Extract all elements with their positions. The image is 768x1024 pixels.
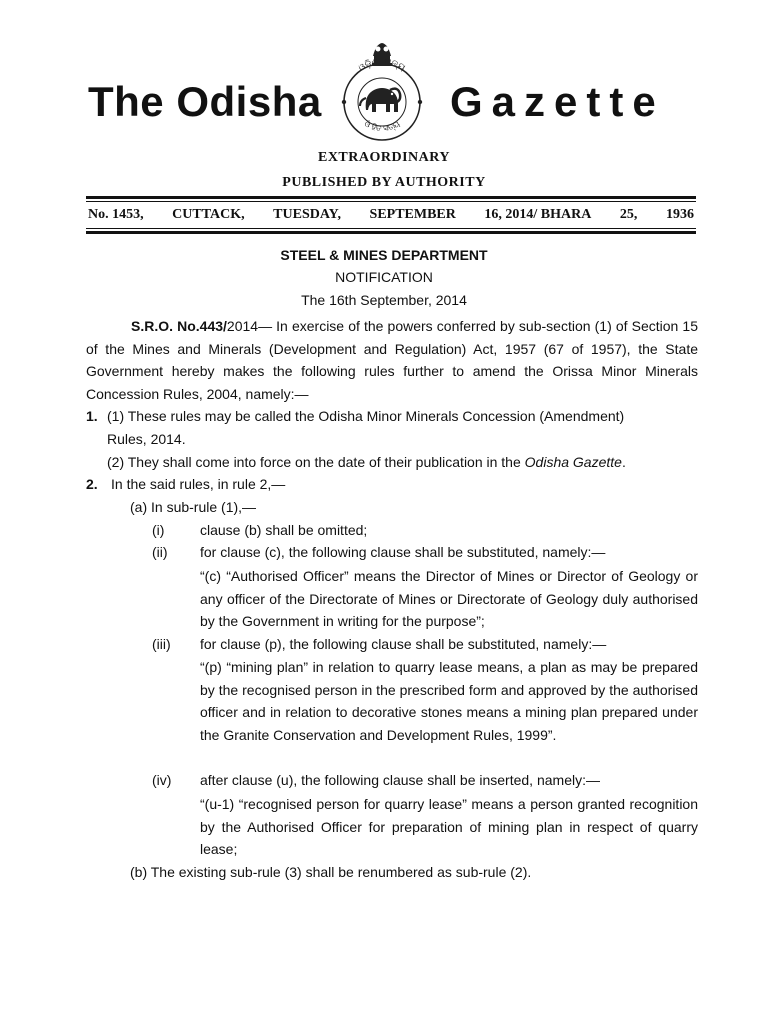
header-rule bbox=[86, 201, 696, 202]
issue-month: SEPTEMBER bbox=[369, 207, 456, 222]
item-ii-quote: “(c) “Authorised Officer” means the Director of Mines or Director of Geology or any officer of the Directorate of Mines or Directorate of Geology duly authorised by the Government in writing for the purpose”; bbox=[200, 568, 698, 629]
masthead-title-left: The Odisha bbox=[88, 78, 322, 125]
item-i-number: (i) bbox=[152, 522, 165, 538]
item-iii-text: for clause (p), the following clause shall be substituted, namely:— bbox=[200, 636, 607, 652]
sro-text: 2014— In exercise of the powers conferred by sub-section (1) of Section 15 of the Mines and Minerals (Development and Regulation) Act, 1957 (67 of 1957), the State Government hereby makes the following rules further to amend the Orissa Minor Minerals Concession Rules, 2004, namely:— bbox=[86, 318, 698, 402]
svg-text:ଓଁ ହିତ ସତ୍ୟ bbox=[363, 118, 402, 133]
issue-saka-year: 1936 bbox=[665, 207, 694, 222]
elephant-figure-icon bbox=[360, 88, 400, 112]
rule-2-number: 2. bbox=[86, 476, 98, 492]
rule-1-number: 1. bbox=[86, 408, 98, 424]
item-i-text: clause (b) shall be omitted; bbox=[200, 522, 368, 538]
rule-1-sub1-line2: Rules, 2014. bbox=[107, 431, 186, 447]
sro-number: S.R.O. No.443/ bbox=[131, 318, 227, 334]
item-iv-quote: “(u-1) “recognised person for quarry lease” means a person granted recognition by the Authorised Officer for preparation of mining plan in respect of quarry lease; bbox=[200, 796, 698, 857]
masthead bbox=[0, 40, 768, 155]
rule-1-sub2-end: . bbox=[621, 454, 626, 470]
department-heading: STEEL & MINES DEPARTMENT bbox=[280, 247, 488, 263]
clause-a: (a) In sub-rule (1),— bbox=[130, 499, 257, 515]
notification-date: The 16th September, 2014 bbox=[301, 292, 467, 308]
svg-text:ଓଡ଼ିଶା ରାଜ୍ୟ bbox=[357, 57, 407, 74]
item-ii-text: for clause (c), the following clause shall be substituted, namely:— bbox=[200, 544, 606, 560]
odisha-emblem-icon bbox=[326, 40, 438, 152]
header-rule bbox=[86, 228, 696, 229]
item-ii-number: (ii) bbox=[152, 544, 168, 560]
emblem-bottom-text: ଓଁ ହିତ ସତ୍ୟ bbox=[362, 119, 402, 133]
notification-heading: NOTIFICATION bbox=[335, 269, 433, 285]
issue-day: TUESDAY, bbox=[273, 207, 341, 222]
rule-1-sub2-text: (2) They shall come into force on the date of their publication in the bbox=[107, 454, 525, 470]
issue-saka-day: 25, bbox=[619, 207, 638, 222]
header-rule bbox=[86, 196, 696, 199]
item-iv-number: (iv) bbox=[152, 772, 172, 788]
emblem-top-text: ଓଡ଼ିଶା ରାଜ୍ୟ bbox=[357, 56, 407, 74]
rule-1-sub2 bbox=[107, 451, 699, 474]
extraordinary-label: EXTRAORDINARY bbox=[317, 150, 450, 165]
header-rule bbox=[86, 231, 696, 234]
clause-b: (b) The existing sub-rule (3) shall be renumbered as sub-rule (2). bbox=[130, 864, 532, 880]
rule-1-sub1-line1: (1) These rules may be called the Odisha Minor Minerals Concession (Amendment) bbox=[107, 408, 625, 424]
item-iii-quote: “(p) “mining plan” in relation to quarry lease means, a plan as may be prepared by the recognised person in the prescribed form and approved by the authorised officer and in relation to decorative stones means a mining plan prepared under the Granite Conservation and Development Rules, 1999”. bbox=[200, 659, 698, 743]
rule-1-sub2-gazette: Odisha Gazette bbox=[524, 454, 622, 470]
issue-line bbox=[88, 207, 694, 223]
masthead-title-right: Gazette bbox=[450, 78, 665, 125]
rule-2-text: In the said rules, in rule 2,— bbox=[111, 476, 286, 492]
issue-number: No. 1453, bbox=[88, 207, 144, 222]
published-by-authority: PUBLISHED BY AUTHORITY bbox=[282, 175, 486, 190]
item-iii-number: (iii) bbox=[152, 636, 171, 652]
item-iv-text: after clause (u), the following clause shall be inserted, namely:— bbox=[200, 772, 600, 788]
issue-place: CUTTACK, bbox=[172, 207, 245, 222]
issue-date: 16, 2014/ BHARA bbox=[484, 207, 592, 222]
sro-preamble bbox=[86, 315, 698, 405]
